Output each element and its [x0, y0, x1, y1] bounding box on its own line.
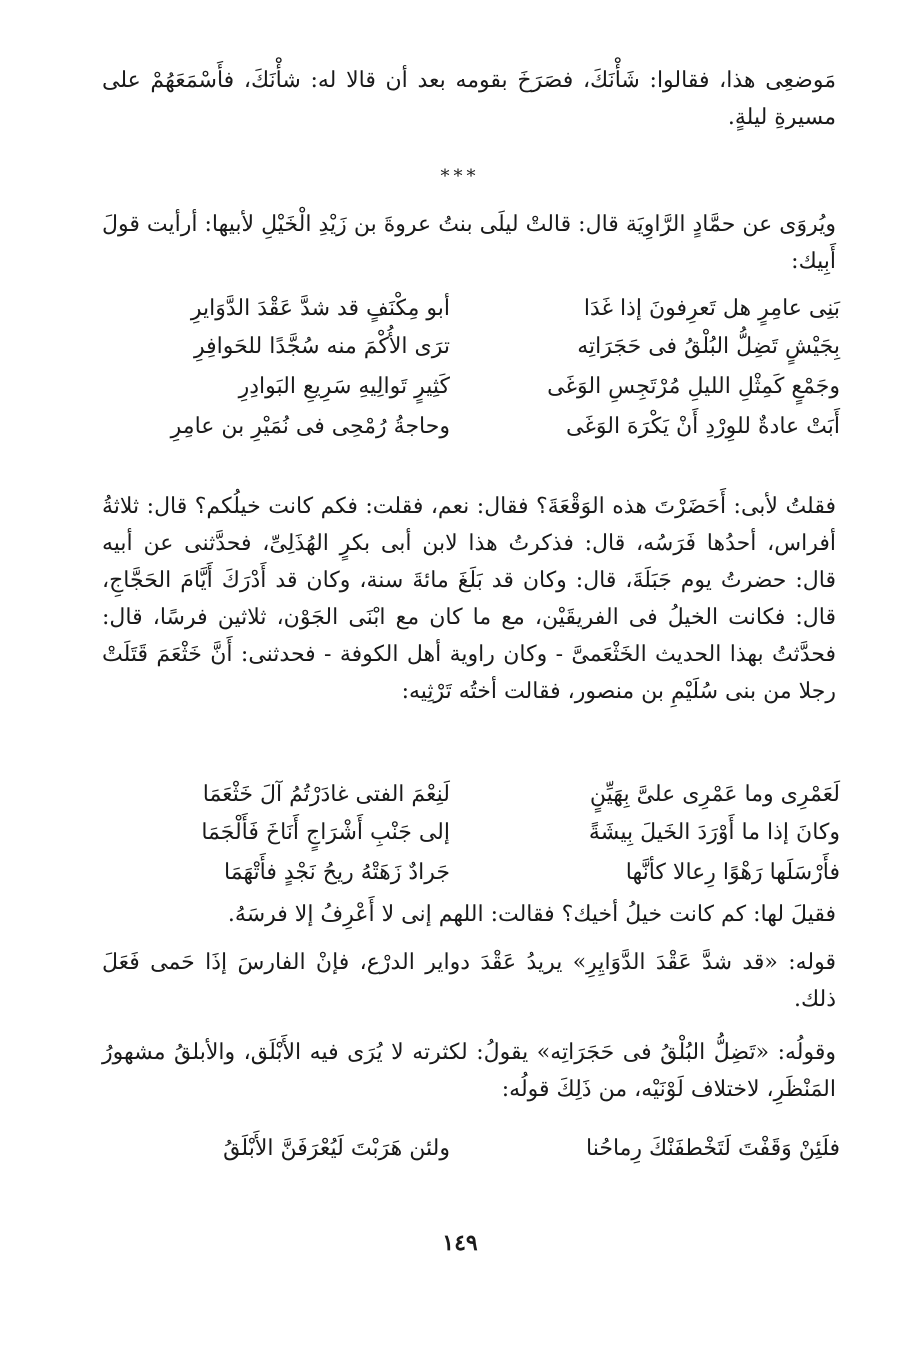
poem-1-verse-3-second: كَثِيرٍ تَوالِيهِ سَرِيعِ البَوادِرِ: [238, 374, 450, 399]
paragraph-2: ويُروَى عن حمَّادٍ الرَّاوِيَة قال: قالتْ ليلَى بنتُ عروةَ بن زَيْدِ الْخَيْلِ لأبيها: أرأيت قولَ أَبِيك:: [102, 212, 836, 274]
poem-1-verse-2-first: بِجَيْشٍ تَضِلُّ البُلْقُ فى حَجَرَاتِه: [577, 334, 840, 359]
page-number: ١٤٩: [442, 1230, 478, 1256]
paragraph-1: مَوضعِى هذا، فقالوا: شَأْنَكَ، فصَرَخَ بقومه بعد أن قالا له: شأْنَكَ، فأَسْمَعَهُمْ على مسيرةِ ليلةٍ.: [102, 68, 836, 130]
paragraph-5: قوله: «قد شدَّ عَقْدَ الدَّوَايِرِ» يريدُ عَقْدَ دواير الدرْع، فإنْ الفارسَ إذَا حَمى فَعَلَ ذلك.: [102, 950, 836, 1012]
poem-2-verse-3-second: جَرادٌ زَهَتْهُ ريحُ نَجْدٍ فأَتْهَمَا: [223, 860, 450, 885]
poem-1-verse-2-second: ترَى الأُكْمَ منه سُجَّدًا للحَوافِرِ: [193, 334, 450, 359]
section-separator: ***: [440, 166, 480, 187]
poem-2-verse-3-first: فأَرْسَلَها رَهْوًا رِعالا كأنَّها: [625, 860, 840, 885]
paragraph-4: فقيلَ لها: كم كانت خيلُ أخيك؟ فقالت: اللهم إنى لا أَعْرِفُ إلا فرسَهُ.: [227, 902, 836, 927]
poem-1-verse-1-second: أبو مِكْنَفٍ قد شدَّ عَقْدَ الدَّوَايرِ: [190, 296, 450, 321]
poem-1-verse-1-first: بَنِى عامِرٍ هل تَعرِفونَ إذا غَدَا: [583, 296, 840, 321]
poem-1-verse-4-second: وحاجةُ رُمْحِى فى نُمَيْرِ بن عامِرِ: [170, 414, 450, 439]
poem-2-verse-1-first: لَعَمْرِى وما عَمْرِى علىَّ بِهَيِّنٍ: [589, 782, 840, 807]
poem-3-verse-1-second: ولئن هَرَبْتَ لَيُعْرَفَنَّ الأَبْلَقُ: [223, 1136, 450, 1161]
paragraph-3: فقلتُ لأبى: أَحَضَرْتَ هذه الوَقْعَةَ؟ فقال: نعم، فقلت: فكم كانت خيلُكم؟ قال: ثلاثةُ أفراس، أحدُها فَرَسُه، قال: فذكرتُ هذا لابن أبى بكرٍ الهُذَلِىِّ، فحدَّثنى عن أبيه قال: حضرتُ يوم جَبَلَةَ، قال: وكان قد بَلَغَ مائةَ سنة، وكان قد أَدْرَكَ أَيَّامَ الحَجَّاجِ، قال: فكانت الخيلُ فى الفريقَيْن، مع ما كان مع ابْنَى الجَوْن، ثلاثين فرسًا، قال: فحدَّثتُ بهذا الحديث الخَثْعَمىَّ - وكان راوية أهل الكوفة - فحدثنى: أَنَّ خَثْعَمَ قَتَلَتْ رجلا من بنى سُلَيْمِ بن منصور، فقالت أختُه تَرْثِيه:: [102, 494, 836, 704]
poem-2-verse-2-first: وكانَ إذا ما أَوْرَدَ الخَيلَ بِيشَةً: [588, 820, 840, 845]
poem-3-verse-1-first: فلَئِنْ وَقَفْتَ لَتَخْطفَنْكَ رِماحُنا: [586, 1136, 840, 1161]
poem-1-verse-4-first: أَبَتْ عادةٌ للوِرْدِ أَنْ يَكْرَهَ الوَغَى: [566, 414, 840, 439]
poem-2-verse-1-second: لَنِعْمَ الفتى غادَرْتُمُ آلَ خَثْعَمَا: [202, 782, 450, 807]
poem-2-verse-2-second: إلى جَنْبِ أَشْرَاجٍ أَنَاخَ فَأَلْجَمَا: [201, 820, 450, 845]
poem-1-verse-3-first: وجَمْعٍ كَمِثْلِ الليلِ مُرْتَجِسِ الوَغَى: [547, 374, 840, 399]
paragraph-6: وقولُه: «تَضِلُّ البُلْقُ فى حَجَرَاتِه» يقولُ: لكثرته لا يُرَى فيه الأَبْلَق، والأبلقُ مشهورُ المَنْظَرِ، لاختلاف لَوْنَيْه، من ذَلِكَ قولُه:: [102, 1040, 836, 1102]
